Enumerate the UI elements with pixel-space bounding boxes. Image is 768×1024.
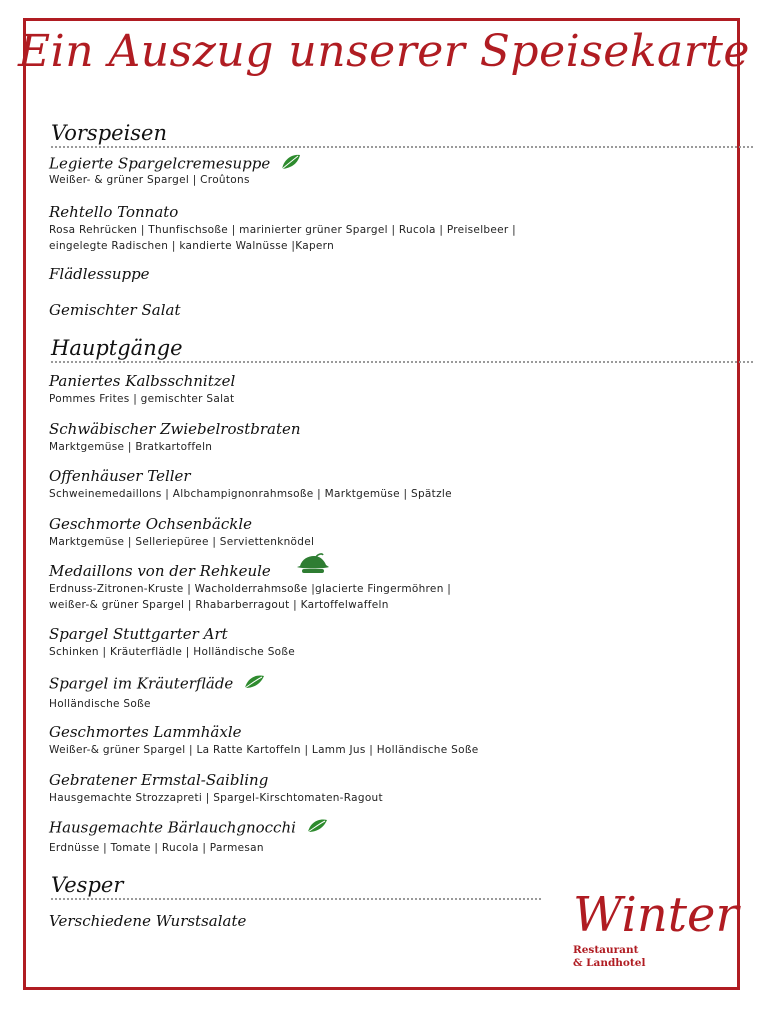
item-name: Offenhäuser Teller — [49, 467, 191, 485]
item-name: Geschmortes Lammhäxle — [49, 723, 242, 741]
item-name: Gemischter Salat — [49, 301, 181, 319]
menu-item — [49, 466, 452, 502]
logo-script: Winter — [573, 887, 739, 943]
item-desc: Marktgemüse | Bratkartoffeln — [49, 441, 213, 453]
menu-item — [49, 419, 301, 455]
item-name: Legierte Spargelcremesuppe — [49, 153, 302, 176]
dotted-divider — [51, 361, 753, 363]
section-heading: Hauptgänge — [51, 336, 183, 360]
leaf-icon — [306, 817, 328, 840]
item-name: Spargel im Kräuterfläde — [49, 673, 265, 696]
menu-item — [49, 911, 246, 931]
menu-item — [49, 624, 295, 660]
leaf-icon — [280, 153, 302, 176]
menu-item — [49, 770, 383, 806]
item-name: Flädlessuppe — [49, 265, 150, 283]
hunter-hat-icon — [296, 553, 330, 579]
item-desc: eingelegte Radischen | kandierte Walnüsse |Kapern — [49, 240, 335, 252]
item-name: Verschiedene Wurstsalate — [49, 912, 247, 930]
menu-item — [49, 264, 150, 284]
item-name: Hausgemachte Bärlauchgnocchi — [49, 817, 328, 840]
menu-item — [49, 722, 479, 758]
item-desc: Schweinemedaillons | Albchampignonrahmsoße | Marktgemüse | Spätzle — [49, 488, 452, 500]
section-heading: Vesper — [51, 873, 124, 897]
item-name: Spargel Stuttgarter Art — [49, 625, 228, 643]
item-desc: Weißer- & grüner Spargel | Croûtons — [49, 174, 250, 186]
leaf-icon — [243, 673, 265, 696]
item-desc: Weißer-& grüner Spargel | La Ratte Kartoffeln | Lamm Jus | Holländische Soße — [49, 744, 479, 756]
item-desc: Pommes Frites | gemischter Salat — [49, 393, 235, 405]
item-desc: Rosa Rehrücken | Thunfischsoße | marinierter grüner Spargel | Rucola | Preiselbeer | — [49, 224, 516, 236]
menu-item — [49, 300, 180, 320]
page-title: Ein Auszug unserer Speisekarte — [18, 26, 750, 77]
menu-item — [49, 817, 328, 856]
menu-item — [49, 561, 451, 613]
item-name: Medaillons von der Rehkeule — [49, 562, 271, 580]
dotted-divider — [51, 146, 753, 148]
item-desc: Schinken | Kräuterflädle | Holländische Soße — [49, 646, 296, 658]
menu-item — [49, 202, 516, 254]
dotted-divider — [51, 898, 541, 900]
restaurant-logo — [565, 887, 739, 978]
menu-item — [49, 371, 235, 407]
section-vesper — [51, 873, 541, 900]
item-desc: Marktgemüse | Selleriepüree | Serviettenknödel — [49, 536, 315, 548]
item-desc: Erdnuss-Zitronen-Kruste | Wacholderrahmsoße |glacierte Fingermöhren | — [49, 583, 452, 595]
section-hauptgaenge — [51, 336, 753, 363]
item-desc: weißer-& grüner Spargel | Rhabarberragout | Kartoffelwaffeln — [49, 599, 389, 611]
item-name: Rehtello Tonnato — [49, 203, 179, 221]
item-name: Gebratener Ermstal-Saibling — [49, 771, 269, 789]
item-desc: Hausgemachte Strozzapreti | Spargel-Kirschtomaten-Ragout — [49, 792, 383, 804]
section-vorspeisen — [51, 121, 753, 148]
item-desc: Erdnüsse | Tomate | Rucola | Parmesan — [49, 842, 264, 854]
item-name: Paniertes Kalbsschnitzel — [49, 372, 236, 390]
logo-line-2: & Landhotel — [573, 957, 646, 969]
item-desc: Holländische Soße — [49, 698, 151, 710]
item-name: Geschmorte Ochsenbäckle — [49, 515, 253, 533]
menu-item — [49, 673, 265, 712]
logo-line-1: Restaurant — [573, 944, 639, 956]
menu-item — [49, 153, 302, 188]
section-heading: Vorspeisen — [51, 121, 168, 145]
item-name: Schwäbischer Zwiebelrostbraten — [49, 420, 301, 438]
menu-item — [49, 514, 314, 550]
